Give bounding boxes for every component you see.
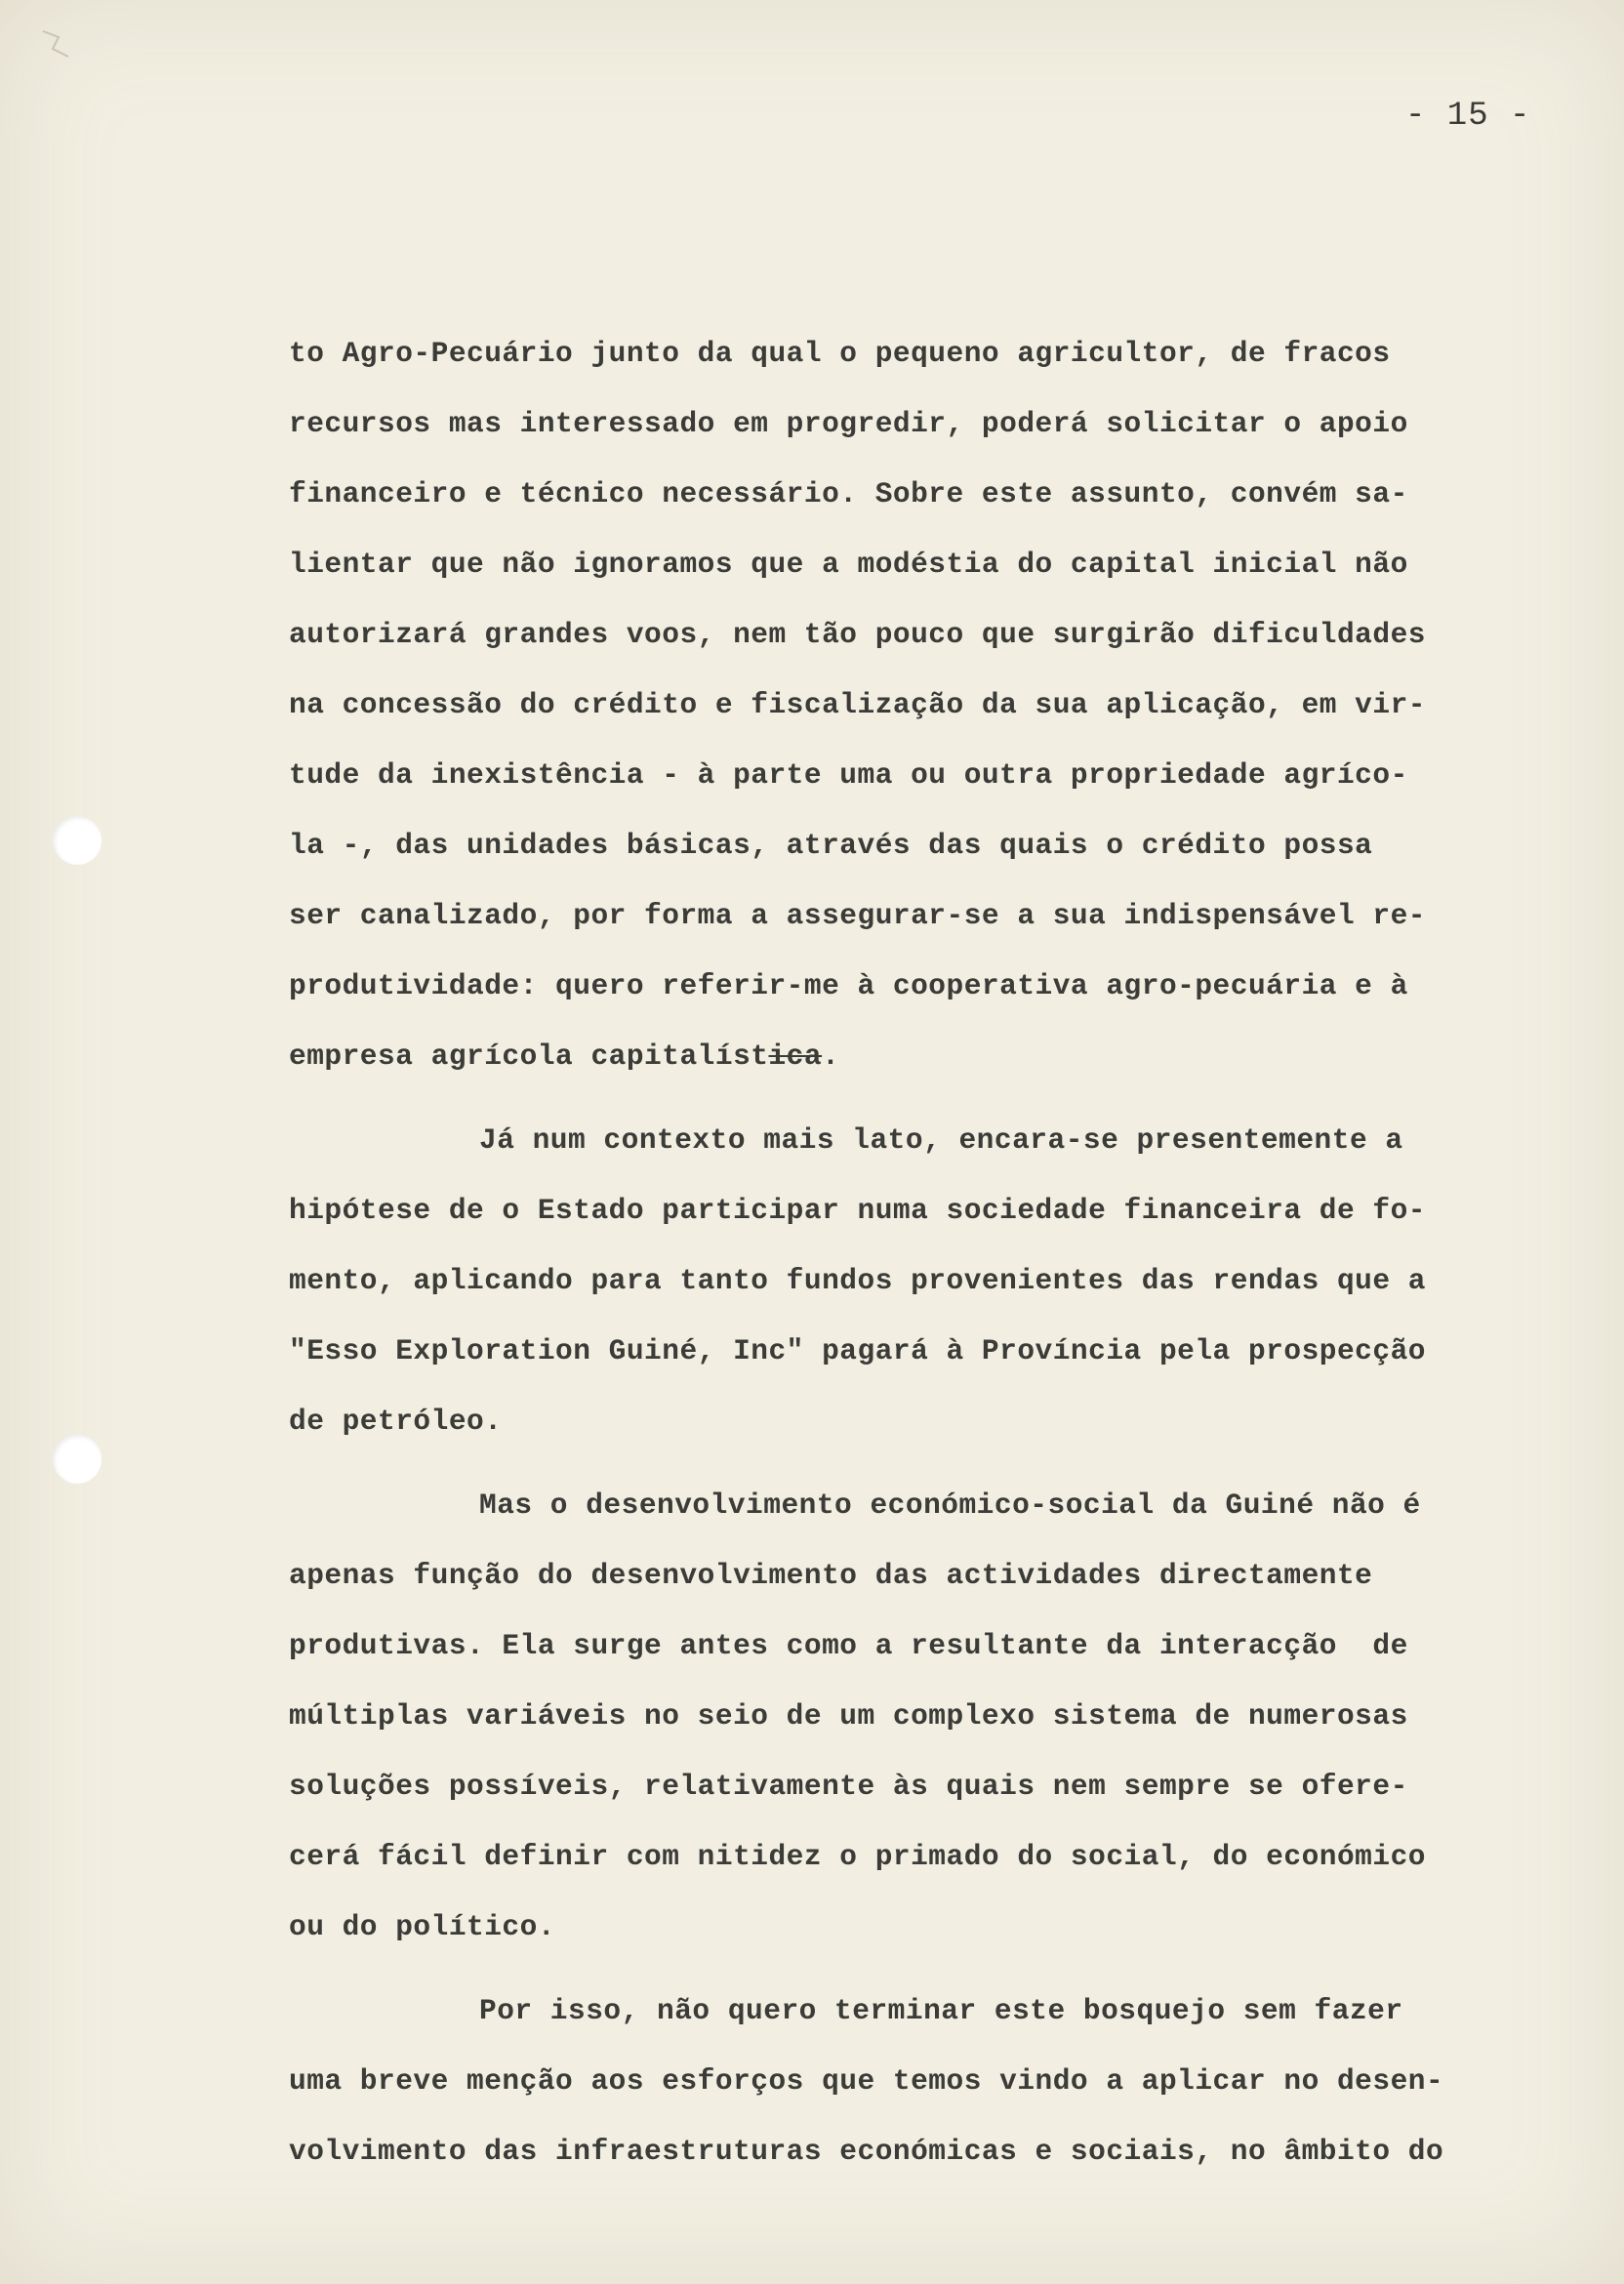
punch-hole-bottom <box>53 1435 102 1484</box>
paragraph-1 <box>289 318 1548 1091</box>
text-line <box>289 1021 1548 1091</box>
text-line: tude da inexistência - à parte uma ou outra propriedade agríco- <box>289 758 1408 792</box>
punch-hole-top <box>53 816 102 865</box>
text-line: ou do político. <box>289 1910 556 1943</box>
text-line: na concessão do crédito e fiscalização da sua aplicação, em vir- <box>289 688 1426 721</box>
text-line: mento, aplicando para tanto fundos provenientes das rendas que a <box>289 1264 1426 1297</box>
text-line: volvimento das infraestruturas económicas e sociais, no âmbito do <box>289 2135 1444 2168</box>
text-fragment: empresa agrícola capitalíst <box>289 1040 769 1073</box>
corner-stain-icon <box>39 27 78 66</box>
text-line: produtividade: quero referir-me à cooperativa agro-pecuária e à <box>289 969 1408 1002</box>
text-line: soluções possíveis, relativamente às quais nem sempre se ofere- <box>289 1770 1408 1803</box>
text-line: autorizará grandes voos, nem tão pouco que surgirão dificuldades <box>289 618 1426 651</box>
text-line: "Esso Exploration Guiné, Inc" pagará à Província pela prospecção <box>289 1334 1426 1367</box>
text-line: hipótese de o Estado participar numa sociedade financeira de fo- <box>289 1194 1426 1227</box>
text-line: financeiro e técnico necessário. Sobre este assunto, convém sa- <box>289 477 1408 510</box>
struck-text: ica <box>768 1040 823 1073</box>
text-line: Mas o desenvolvimento económico-social da Guiné não é <box>479 1489 1421 1522</box>
text-line: ser canalizado, por forma a assegurar-se a sua indispensável re- <box>289 899 1426 932</box>
text-line: múltiplas variáveis no seio de um complexo sistema de numerosas <box>289 1699 1408 1733</box>
text-fragment: . <box>822 1040 840 1073</box>
text-line: Já num contexto mais lato, encara-se presentemente a <box>479 1123 1403 1157</box>
text-line: Por isso, não quero terminar este bosquejo sem fazer <box>479 1994 1403 2027</box>
text-line: cerá fácil definir com nitidez o primado do social, do económico <box>289 1840 1426 1873</box>
paragraph-2 <box>289 1105 1548 1456</box>
body-text <box>289 318 1548 2186</box>
text-line: produtivas. Ela surge antes como a resultante da interacção de <box>289 1629 1408 1662</box>
text-line: recursos mas interessado em progredir, poderá solicitar o apoio <box>289 407 1408 440</box>
text-line: la -, das unidades básicas, através das quais o crédito possa <box>289 829 1373 862</box>
text-line: uma breve menção aos esforços que temos vindo a aplicar no desen- <box>289 2064 1444 2098</box>
paragraph-4 <box>289 1976 1548 2186</box>
text-line: de petróleo. <box>289 1405 503 1438</box>
text-line: apenas função do desenvolvimento das actividades directamente <box>289 1559 1373 1592</box>
text-line: to Agro-Pecuário junto da qual o pequeno agricultor, de fracos <box>289 337 1391 370</box>
page-number: - 15 - <box>1405 98 1531 135</box>
text-line: lientar que não ignoramos que a modéstia do capital inicial não <box>289 548 1408 581</box>
paragraph-3 <box>289 1470 1548 1962</box>
